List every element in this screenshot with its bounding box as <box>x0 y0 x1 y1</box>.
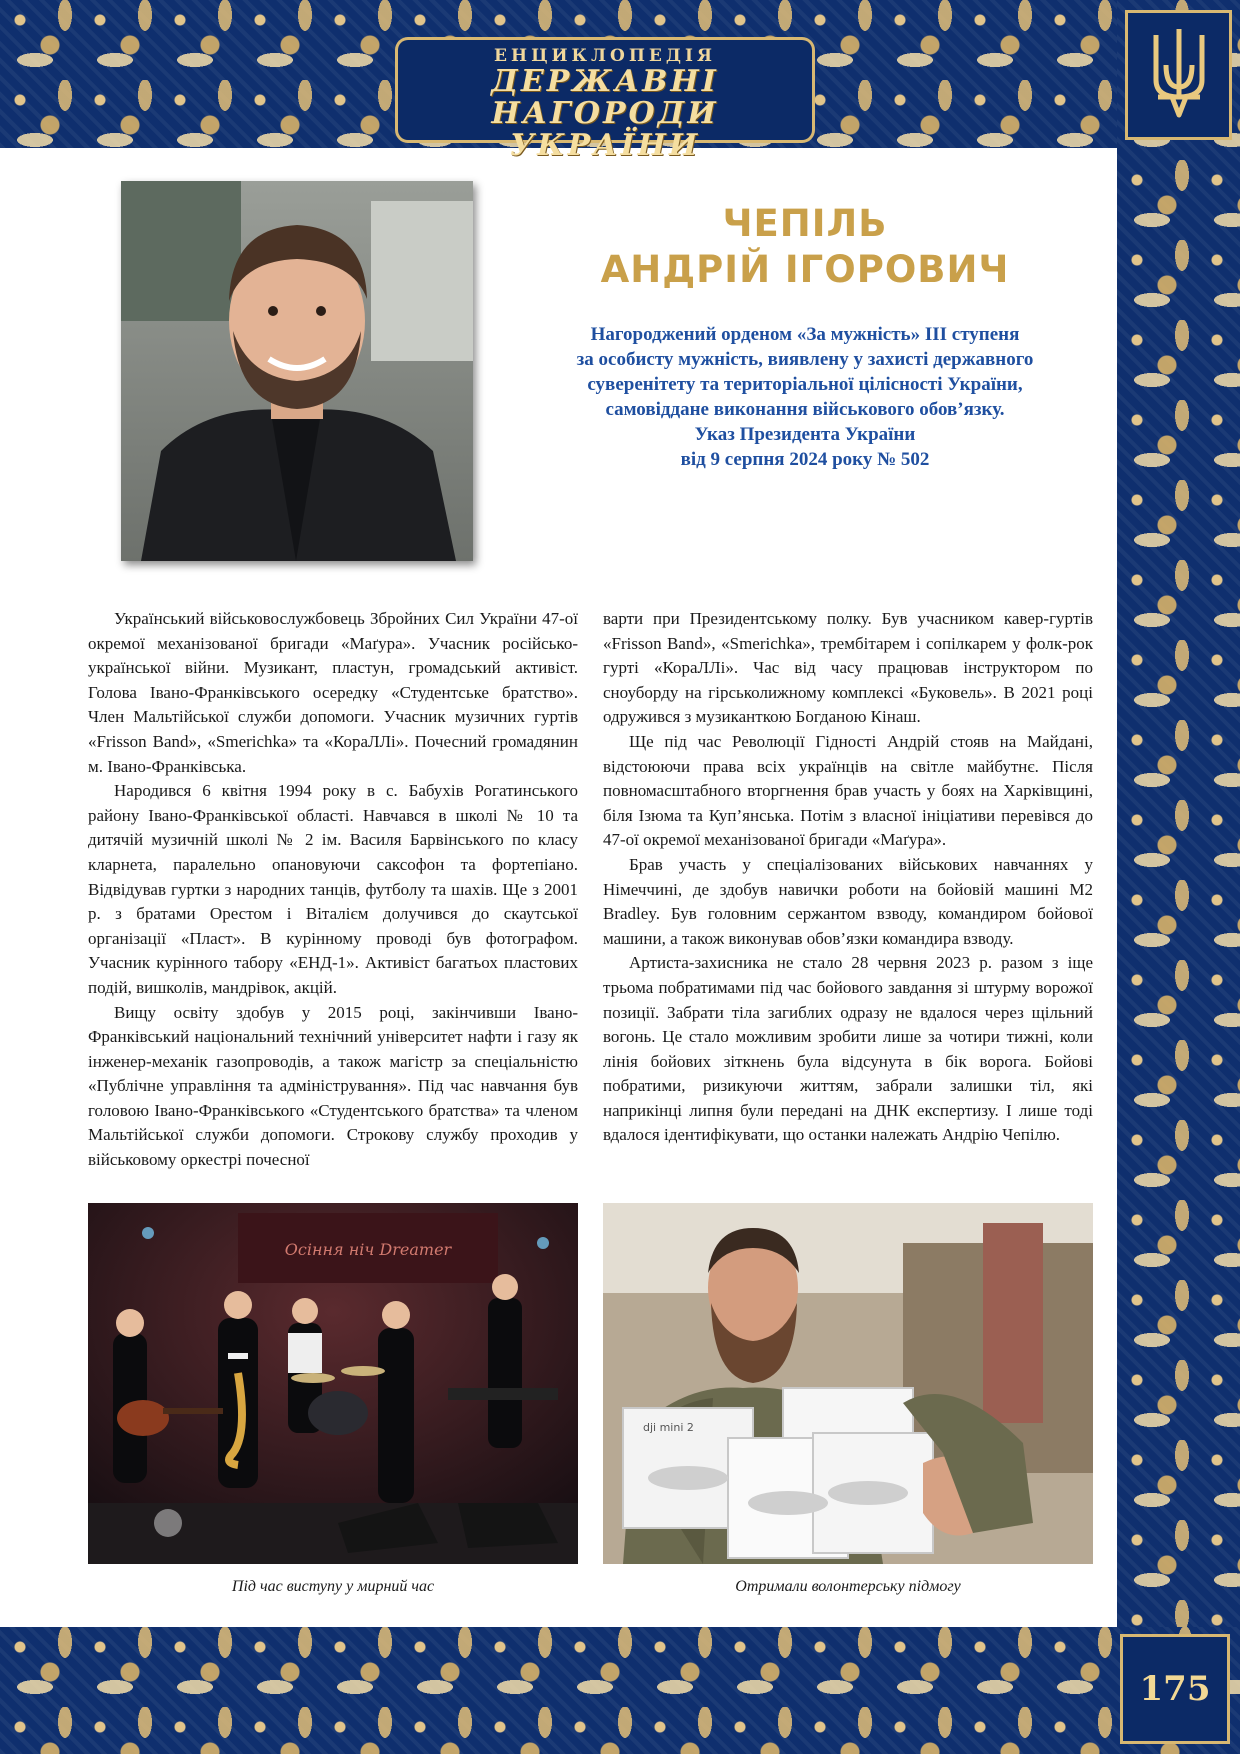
award-line: Указ Президента України <box>694 424 916 445</box>
encyclopedia-title-line2: УКРАЇНИ <box>509 128 701 163</box>
body-paragraph: Вищу освіту здобув у 2015 році, закінчивши Івано-Франківський національний технічний університет нафти і газу як інженер-механік газопроводів, а також магістр за спеціальністю «Публічне управління та адміністрування». Під час навчання був головою Івано-Франківського «Студентського братства» та членом Мальтійської служби допомоги. Строкову службу проходив у військовому оркестрі почесної <box>88 1002 578 1170</box>
encyclopedia-title-plaque <box>398 40 812 163</box>
stage-banner-text: Осіння ніч Dreamer <box>284 1240 452 1259</box>
ornament-right-band <box>1117 0 1240 1754</box>
page-number: 175 <box>1139 1669 1211 1709</box>
award-line: за особисту мужність, виявлену у захисті державного <box>576 349 1034 370</box>
body-paragraph: варти при Президентському полку. Був учасником кавер-гуртів «Frisson Band», «Smerichka», трембітарем і сопілкарем у фолк-рок гурті «КораЛЛі». Час від часу працював інструктором по сноуборду на гірськолижному комплексі «Буковель». В 2021 році одружився з музиканткою Богданою Кінаш. <box>603 609 1093 727</box>
volunteer-help-photo <box>603 1203 1093 1564</box>
body-paragraph: Артиста-захисника не стало 28 червня 2023 р. разом з іще трьома побратимами під час бойового завдання зі штурму ворожої позиції. Забрати тіла загиблих одразу не вдалося через щільний вогонь. Це стало можливим зробити лише за чотири тижні, коли лінія бойових зіткнень була відсунута в бік ворога. Бойові побратими, ризикуючи життям, забрали залишки тіл, які наприкінці липня були передані на ДНК експертизу. І лише тоді вдалося ідентифікувати, що останки належать Андрію Чепілю. <box>603 953 1093 1145</box>
page-number-box <box>1120 1634 1230 1744</box>
trident-icon <box>1148 25 1210 125</box>
drone-box-label: dji mini 2 <box>643 1421 694 1434</box>
body-paragraph: Український військовослужбовець Збройних Сил України 47-ої окремої механізованої бригади «Маґура». Учасник російсько-української війни. Музикант, пластун, громадський активіст. Голова Івано-Франківського осередку «Студентське братство». Член Мальтійської служби допомоги. Учасник музичних гуртів «Frisson Band», «Smerichka» та «КораЛЛі». Почесний громадянин м. Івано-Франківська. <box>88 609 578 776</box>
body-column-right <box>603 607 1093 1148</box>
award-line: Нагороджений орденом «За мужність» ІІІ ступеня <box>590 324 1020 345</box>
body-column-left <box>88 607 578 1173</box>
award-line: від 9 серпня 2024 року № 502 <box>680 449 930 470</box>
crest-box <box>1125 10 1232 140</box>
body-paragraph: Брав участь у спеціалізованих військових навчаннях у Німеччині, де здобув навички роботи на бойовій машині M2 Bradley. Був головним сержантом взводу, командиром бойової машини, а також виконував обов’язки командира взводу. <box>603 854 1093 948</box>
person-name <box>580 201 1030 293</box>
photo-caption-left: Під час виступу у мирний час <box>231 1578 435 1595</box>
portrait-photo <box>121 181 473 561</box>
award-description <box>520 322 1090 472</box>
photo-caption-right: Отримали волонтерську підмогу <box>735 1578 961 1595</box>
encyclopedia-title-line1: ДЕРЖАВНІ НАГОРОДИ <box>491 64 719 131</box>
award-line: суверенітету та територіальної цілісності України, <box>587 374 1023 395</box>
body-paragraph: Ще під час Революції Гідності Андрій стояв на Майдані, відстоюючи права всіх українців на світле майбутнє. Після повномасштабного вторгнення брав участь у боях на Харківщині, біля Ізюма та Куп’янська. Потім з власної ініціативи перевівся до 47-ої окремої механізованої бригади «Маґура». <box>603 731 1093 850</box>
concert-photo <box>88 1203 578 1564</box>
person-surname: ЧЕПІЛЬ <box>722 202 888 245</box>
ornament-bottom-band <box>0 1627 1240 1754</box>
body-paragraph: Народився 6 квітня 1994 року в с. Бабухів Рогатинського району Івано-Франківської області. Навчався в школі № 10 та дитячій музичній школі № 2 ім. Василя Барвінського по класу кларнета, паралельно опановуючи саксофон та фортепіано. Відвідував гуртки з народних танців, футболу та шахів. Ще з 2001 р. з братами Орестом і Віталієм долучився до скаутської організації «Пласт». В курінному проводі був фотографом. Учасник курінного табору «ЕНД-1». Активіст багатьох пластових подій, вишколів, мандрівок, акцій. <box>88 781 578 997</box>
person-given-names: АНДРІЙ ІГОРОВИЧ <box>600 248 1010 291</box>
encyclopedia-label: ЕНЦИКЛОПЕДІЯ <box>494 46 716 66</box>
award-line: самовіддане виконання військового обов’язку. <box>605 399 1005 420</box>
